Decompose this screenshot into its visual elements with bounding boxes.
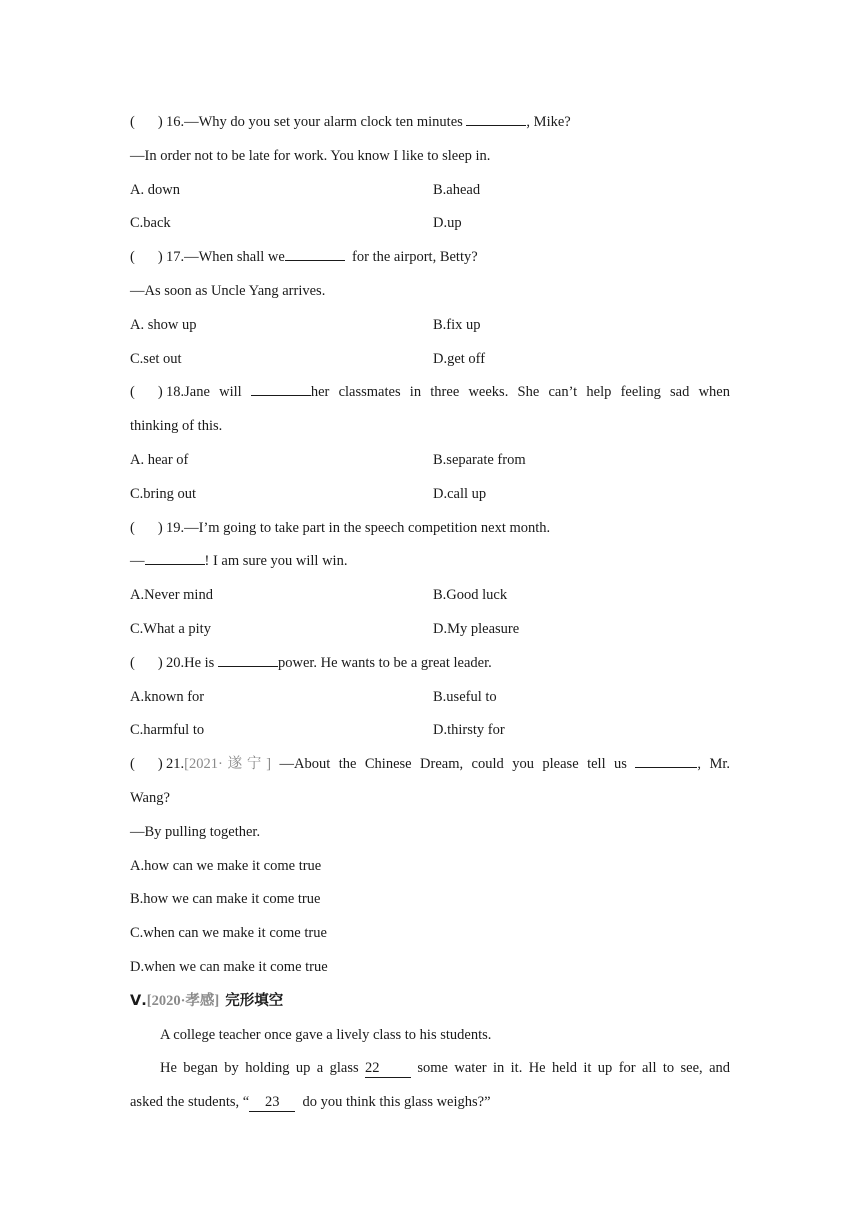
question-19-options-row-2 — [130, 615, 730, 649]
question-number: 16. — [166, 114, 185, 130]
question-number: 17. — [166, 249, 185, 266]
option-a: A. down — [130, 181, 180, 198]
option-d: D.thirsty for — [433, 722, 505, 739]
worksheet-page — [130, 108, 730, 1122]
answer-blank — [285, 244, 345, 261]
question-19-options-row-1 — [130, 581, 730, 615]
option-c: C.bring out — [130, 485, 197, 502]
question-20-stem: ( ) 20.He is power. He wants to be a great leader. — [130, 649, 730, 683]
question-17-stem: ( ) 17.—When shall we for the airport, Betty? — [130, 243, 730, 277]
question-21-stem-continued: Wang? — [130, 789, 170, 806]
option-c: C.harmful to — [130, 722, 205, 739]
option-b: B.separate from — [433, 451, 526, 468]
answer-blank — [466, 109, 526, 126]
option-a: A.Never mind — [130, 587, 213, 604]
question-17-reply: —As soon as Uncle Yang arrives. — [130, 282, 326, 299]
question-20-options-row-2 — [130, 716, 730, 750]
question-16-stem: ( ) 16.—Why do you set your alarm clock ten minutes , Mike? — [130, 108, 730, 142]
question-20-options-row-1 — [130, 683, 730, 717]
question-16-options-row-2 — [130, 209, 730, 243]
option-a: A. show up — [130, 316, 197, 333]
option-d: D.get off — [433, 350, 486, 367]
passage-paragraph-2: He began by holding up a glass 22 some water in it. He held it up for all to see, and — [160, 1060, 730, 1077]
question-17-options-row-1 — [130, 311, 730, 345]
question-number: 20. — [166, 654, 185, 671]
answer-paren[interactable]: ( ) — [130, 756, 163, 773]
question-number: 19. — [166, 519, 185, 536]
answer-paren[interactable]: ( ) — [130, 249, 163, 266]
cloze-blank-23[interactable]: 23 — [249, 1093, 295, 1112]
question-21-stem: ( ) 21.[2021·遂宁] —About the Chinese Dream, could you please tell us , Mr. — [130, 750, 730, 784]
option-c: C.back — [130, 215, 171, 232]
question-19-reply: — ! I am sure you will win. — [130, 547, 730, 581]
question-number: 21. — [166, 756, 185, 773]
option-a: A. hear of — [130, 451, 189, 468]
option-b: B.Good luck — [433, 587, 508, 604]
option-c: C.when can we make it come true — [130, 925, 327, 942]
answer-blank — [145, 548, 205, 565]
question-16-reply: —In order not to be late for work. You know I like to sleep in. — [130, 147, 491, 164]
option-b: B.ahead — [433, 181, 481, 198]
question-number: 18. — [166, 384, 185, 401]
option-a: A.how can we make it come true — [130, 857, 322, 874]
option-b: B.how we can make it come true — [130, 891, 321, 908]
question-18-stem-continued: thinking of this. — [130, 418, 223, 435]
option-c: C.What a pity — [130, 620, 211, 637]
answer-paren[interactable]: ( ) — [130, 384, 163, 401]
section-source: [2020·孝感] — [146, 992, 220, 1009]
question-16-options-row-1 — [130, 176, 730, 210]
option-b: B.fix up — [433, 316, 481, 333]
option-d: D.when we can make it come true — [130, 958, 328, 975]
option-b: B.useful to — [433, 688, 497, 705]
answer-paren[interactable]: ( ) — [130, 519, 163, 536]
option-d: D.call up — [433, 485, 487, 502]
option-d: D.up — [433, 215, 462, 232]
section-heading — [130, 987, 730, 1021]
answer-paren[interactable]: ( ) — [130, 654, 163, 671]
answer-paren[interactable]: ( ) — [130, 114, 163, 130]
answer-blank — [635, 751, 697, 768]
option-d: D.My pleasure — [433, 620, 520, 637]
option-c: C.set out — [130, 350, 182, 367]
section-title: 完形填空 — [225, 992, 284, 1009]
section-numeral: Ⅴ. — [130, 992, 147, 1009]
option-a: A.known for — [130, 688, 205, 705]
question-18-stem: ( ) 18.Jane will her classmates in three weeks. She can’t help feeling sad when — [130, 378, 730, 412]
passage-paragraph-1: A college teacher once gave a lively class to his students. — [160, 1026, 492, 1043]
question-19-stem: ( ) 19.—I’m going to take part in the speech competition next month. — [130, 514, 730, 548]
question-18-options-row-2 — [130, 480, 730, 514]
question-18-options-row-1 — [130, 446, 730, 480]
cloze-blank-22[interactable]: 22 — [365, 1059, 411, 1078]
passage-paragraph-2-continued: asked the students, “ 23 do you think this glass weighs?” — [130, 1094, 491, 1111]
question-21-reply: —By pulling together. — [130, 823, 261, 840]
question-source: [2021·遂宁] — [184, 756, 272, 773]
question-17-options-row-2 — [130, 345, 730, 379]
answer-blank — [218, 650, 278, 667]
answer-blank — [251, 379, 311, 396]
